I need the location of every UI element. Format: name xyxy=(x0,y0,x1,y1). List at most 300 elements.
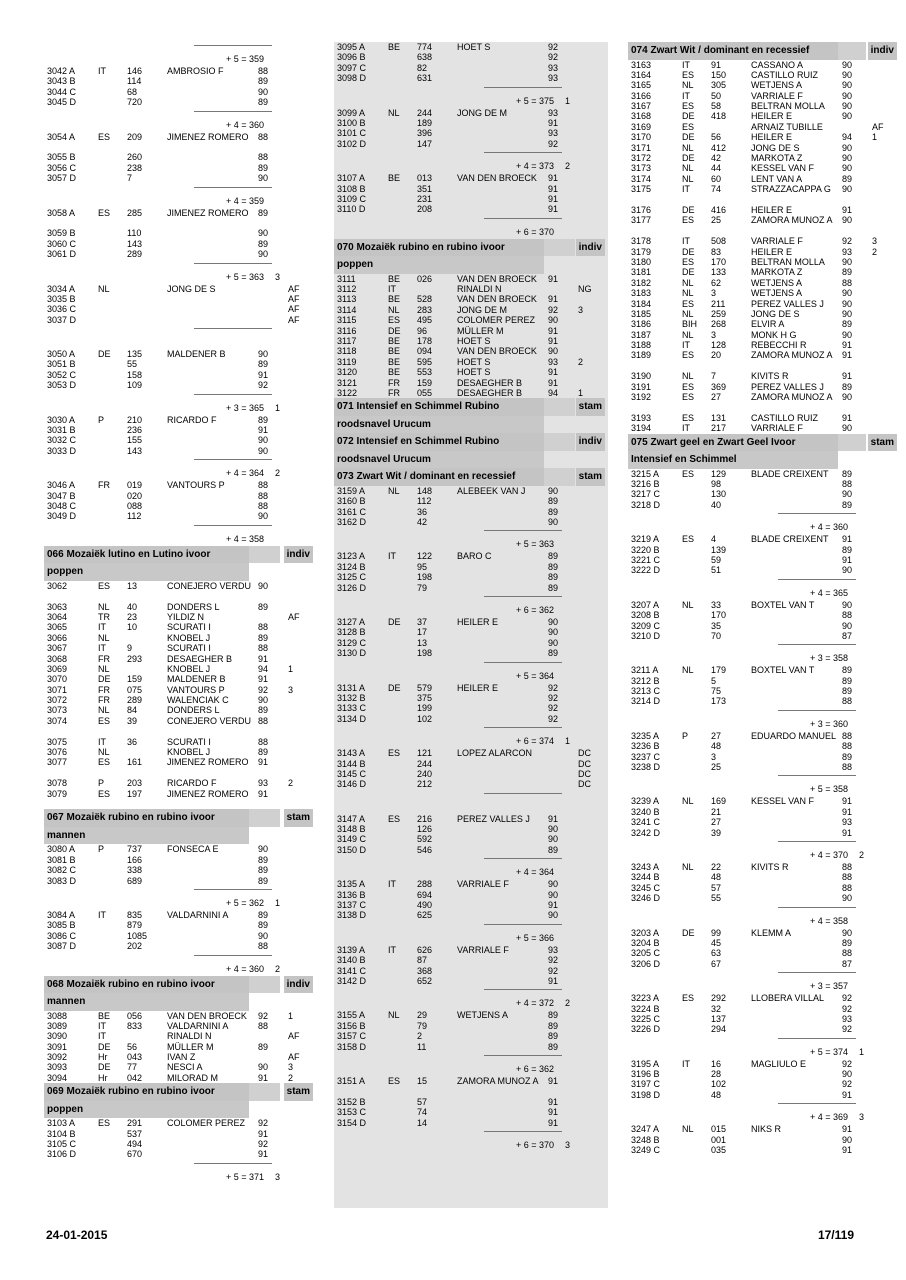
entry-row xyxy=(628,993,900,1003)
entry-name: KNOBEL J xyxy=(167,663,211,674)
entry-number: 3052 C xyxy=(47,369,77,380)
team-total-value: + 4 = 360 xyxy=(810,522,849,533)
entry-row xyxy=(44,1052,316,1062)
entry-number: 3056 C xyxy=(47,162,77,173)
entry-row xyxy=(334,879,608,889)
entry-number: 3111 xyxy=(337,273,356,284)
team-total-value: + 4 = 358 xyxy=(226,533,265,544)
entry-number: 3031 B xyxy=(47,425,76,436)
team-total xyxy=(334,659,608,683)
entry-row xyxy=(628,817,900,827)
entry-number: 3047 B xyxy=(47,490,76,501)
entry-row xyxy=(628,257,900,267)
entry-score: 90 xyxy=(842,288,853,299)
entry-name: MALDENER B xyxy=(167,349,226,360)
entry-score: 89 xyxy=(842,381,853,392)
entry-name: VARRIALE F xyxy=(751,423,803,434)
entry-ring: 835 xyxy=(127,909,143,920)
entry-row xyxy=(44,66,316,76)
entry-row xyxy=(44,249,316,259)
entry-number: 3094 xyxy=(47,1072,68,1083)
entry-number: 3146 D xyxy=(337,779,367,790)
section-type: indiv xyxy=(868,42,897,60)
total-divider xyxy=(194,111,272,112)
entry-number: 3066 xyxy=(47,632,68,643)
entry-name: RICARDO F xyxy=(167,778,217,789)
entry-row xyxy=(628,948,900,958)
entry-score: 91 xyxy=(548,325,559,336)
team-total-value: + 5 = 358 xyxy=(810,784,849,795)
entry-number: 3083 D xyxy=(47,875,77,886)
entry-country: ES xyxy=(682,392,695,403)
team-placing: 2 xyxy=(859,850,865,860)
entry-row xyxy=(44,173,316,183)
team-total-value: + 4 = 370 xyxy=(810,850,849,860)
section-subtitle-text: Intensief en Schimmel xyxy=(628,451,838,469)
entry-row xyxy=(628,872,900,882)
entry-name: MÜLLER M xyxy=(457,325,504,336)
entry-country: IT xyxy=(682,423,690,434)
section-subtitle xyxy=(44,1101,316,1119)
entry-ring: 148 xyxy=(417,485,433,496)
entry-row xyxy=(628,1014,900,1024)
entry-score: 90 xyxy=(548,889,559,900)
entry-note: DC xyxy=(578,768,591,779)
entry-ring: 57 xyxy=(417,1096,428,1107)
entry-number: 3181 xyxy=(631,267,652,278)
entry-country: ES xyxy=(682,350,695,361)
entry-number: 3055 B xyxy=(47,152,76,163)
entry-country: Hr xyxy=(98,1052,108,1063)
entry-score: 89 xyxy=(842,686,853,697)
entry-score: 92 xyxy=(548,965,559,976)
entry-number: 3051 B xyxy=(47,359,76,370)
entry-number: 3222 D xyxy=(631,565,661,576)
entry-score: 89 xyxy=(258,359,269,370)
entry-number: 3048 C xyxy=(47,500,77,511)
entry-name: PEREZ VALLES J xyxy=(751,381,824,392)
total-divider xyxy=(778,710,856,711)
entry-row xyxy=(334,507,608,517)
entry-score: 92 xyxy=(548,682,559,693)
team-total xyxy=(628,707,900,731)
entry-ring: 689 xyxy=(127,875,143,886)
team-total-value: + 6 = 374 xyxy=(516,736,555,747)
entry-number: 3129 C xyxy=(337,637,367,648)
entry-row xyxy=(628,1079,900,1089)
entry-ring: 3 xyxy=(711,288,717,299)
entry-number: 3170 xyxy=(631,132,652,143)
entry-number: 3248 B xyxy=(631,1134,660,1145)
entry-row xyxy=(44,855,316,865)
entry-country: NL xyxy=(388,304,400,315)
entry-ring: 50 xyxy=(711,90,722,101)
entry-name: VAN DEN BROECK xyxy=(457,173,537,184)
entry-ring: 79 xyxy=(417,582,428,593)
entry-score: 89 xyxy=(258,97,269,108)
entry-ring: 546 xyxy=(417,844,433,855)
entry-country: BE xyxy=(388,336,401,347)
entry-score: 91 xyxy=(842,534,853,545)
team-total-value: + 5 = 371 xyxy=(226,1171,265,1182)
entry-row xyxy=(44,491,316,501)
entry-row xyxy=(628,1069,900,1079)
entry-score: 90 xyxy=(842,298,853,309)
section-subtitle xyxy=(334,416,608,434)
entry-ring: 579 xyxy=(417,682,433,693)
entry-row xyxy=(334,486,608,496)
entry-ring: 32 xyxy=(711,1003,722,1014)
entry-number: 3138 D xyxy=(337,910,367,921)
entry-number: 3177 xyxy=(631,215,652,226)
entry-row xyxy=(334,63,608,73)
entry-score: 90 xyxy=(842,69,853,80)
entry-row xyxy=(44,789,316,810)
entry-row xyxy=(334,378,608,388)
entry-ring: 126 xyxy=(417,824,433,835)
entry-ring: 088 xyxy=(127,500,143,511)
entry-ring: 29 xyxy=(417,1010,428,1021)
entry-number: 3216 B xyxy=(631,479,660,490)
entry-name: ZAMORA MUNOZ A xyxy=(751,392,833,403)
entry-score: 89 xyxy=(258,865,269,876)
entry-row xyxy=(628,479,900,489)
entry-number: 3089 xyxy=(47,1020,68,1031)
total-divider xyxy=(484,152,562,153)
entry-score: 88 xyxy=(258,736,269,747)
entry-row xyxy=(628,731,900,741)
entry-country: NL xyxy=(682,277,694,288)
entry-ring: 528 xyxy=(417,294,433,305)
total-divider xyxy=(484,530,562,531)
entry-number: 3050 A xyxy=(47,349,76,360)
entry-name: HEILER E xyxy=(457,617,499,627)
entry-ring: 369 xyxy=(711,381,727,392)
entry-score: 90 xyxy=(258,445,269,456)
entry-row xyxy=(44,685,316,695)
entry-country: IT xyxy=(682,184,690,195)
entry-name: PEREZ VALLES J xyxy=(457,813,530,824)
entry-number: 3217 C xyxy=(631,489,661,500)
entry-row xyxy=(334,714,608,724)
entry-row xyxy=(334,194,608,204)
team-total xyxy=(334,921,608,945)
entry-name: ZAMORA MUNOZ A xyxy=(457,1075,539,1086)
entry-row xyxy=(628,534,900,544)
entry-ring: 98 xyxy=(711,479,722,490)
section-header-fill xyxy=(544,433,575,451)
entry-number: 3084 A xyxy=(47,909,76,920)
entry-score: 94 xyxy=(548,387,559,398)
entry-row xyxy=(628,392,900,413)
entry-score: 89 xyxy=(548,1020,559,1031)
entry-score: 91 xyxy=(842,371,853,382)
entry-ring: 289 xyxy=(127,695,143,706)
entry-score: 92 xyxy=(842,1003,853,1014)
entry-row xyxy=(628,752,900,762)
entry-score: 90 xyxy=(258,580,269,591)
total-divider xyxy=(484,1055,562,1056)
entry-number: 3214 D xyxy=(631,696,661,707)
entry-ring: 508 xyxy=(711,236,727,247)
section-title: 068 Mozaiëk rubino en rubino ivoor xyxy=(44,976,249,994)
entry-number: 3112 xyxy=(337,284,357,295)
team-total-value: + 4 = 360 xyxy=(226,119,265,130)
entry-ring: 626 xyxy=(417,944,433,955)
entry-note: DC xyxy=(578,758,591,769)
entry-row xyxy=(334,118,608,128)
entry-row xyxy=(628,184,900,205)
section-subtitle-text: mannen xyxy=(44,993,249,1011)
entry-ring: 3 xyxy=(711,329,717,340)
entry-score: 89 xyxy=(258,705,269,716)
entry-score: 90 xyxy=(842,893,853,904)
entry-score: 89 xyxy=(842,937,853,948)
entry-ring: 146 xyxy=(127,66,143,76)
entry-score: 91 xyxy=(548,294,559,305)
entry-note: AF xyxy=(288,293,300,304)
total-divider xyxy=(484,218,562,219)
entry-country: Hr xyxy=(98,1072,108,1083)
entry-score: 90 xyxy=(548,617,559,627)
entry-ring: 150 xyxy=(711,69,727,80)
entry-country: NL xyxy=(98,663,110,674)
entry-score: 89 xyxy=(842,267,853,278)
entry-score: 91 xyxy=(842,554,853,565)
entry-ring: 198 xyxy=(417,572,433,583)
entry-number: 3145 C xyxy=(337,768,367,779)
section-subtitle-text: roodsnavel Urucum xyxy=(334,416,544,434)
section-header-fill xyxy=(838,42,866,60)
entry-ring: 36 xyxy=(127,736,138,747)
entry-row xyxy=(628,163,900,173)
entry-score: 88 xyxy=(258,643,269,654)
entry-name: ZAMORA MUNOZ A xyxy=(751,350,833,361)
entry-row xyxy=(334,703,608,713)
team-total-value: + 3 = 357 xyxy=(810,981,849,992)
entry-number: 3154 D xyxy=(337,1117,367,1128)
entry-country: DE xyxy=(682,204,695,215)
entry-country: DE xyxy=(682,246,695,257)
entry-country: BE xyxy=(98,1010,111,1021)
entry-name: HOET S xyxy=(457,356,491,367)
entry-number: 3143 A xyxy=(337,748,366,759)
entry-country: DE xyxy=(682,267,695,278)
entry-number: 3161 C xyxy=(337,506,367,517)
team-total xyxy=(44,391,316,415)
entry-number: 3238 D xyxy=(631,762,661,773)
entry-country: IT xyxy=(98,622,106,633)
entry-row xyxy=(44,446,316,456)
entry-name: MÜLLER M xyxy=(167,1041,214,1052)
entry-number: 3180 xyxy=(631,256,652,267)
entry-name: HEILER E xyxy=(457,682,499,693)
team-total xyxy=(628,576,900,600)
entry-ring: 139 xyxy=(711,544,727,555)
section-subtitle-text: poppen xyxy=(44,1101,249,1119)
entry-name: RINALDI N xyxy=(457,284,502,295)
entry-number: 3122 xyxy=(337,387,358,398)
team-total xyxy=(628,1100,900,1124)
total-divider xyxy=(778,1038,856,1039)
entry-country: DE xyxy=(682,132,695,143)
entry-score: 88 xyxy=(842,610,853,621)
entry-row xyxy=(628,741,900,751)
entry-number: 3080 A xyxy=(47,844,76,855)
entry-name: RICARDO F xyxy=(167,414,217,425)
entry-name: MARKOTA Z xyxy=(751,153,803,164)
entry-name: LLOBERA VILLAL xyxy=(751,993,825,1004)
entry-row xyxy=(628,267,900,277)
entry-ring: 99 xyxy=(711,927,722,938)
entry-country: ES xyxy=(682,215,695,226)
entry-score: 91 xyxy=(842,806,853,817)
entry-row xyxy=(628,1135,900,1145)
entry-country: IT xyxy=(388,879,396,890)
entry-ring: 13 xyxy=(127,580,138,591)
entry-country: ES xyxy=(682,101,695,112)
entry-row xyxy=(334,748,608,758)
entry-number: 3106 D xyxy=(47,1149,77,1160)
entry-row xyxy=(628,828,900,838)
entry-number: 3235 A xyxy=(631,730,660,741)
total-divider xyxy=(778,513,856,514)
entry-ring: 75 xyxy=(711,686,722,697)
entry-ring: 169 xyxy=(711,796,727,807)
entry-row xyxy=(44,97,316,107)
entry-number: 3212 B xyxy=(631,675,660,686)
entry-row xyxy=(334,108,608,118)
entry-number: 3224 B xyxy=(631,1003,660,1014)
entry-ring: 36 xyxy=(417,506,428,517)
entry-number: 3213 C xyxy=(631,686,661,697)
section-subtitle xyxy=(334,256,608,274)
entry-row xyxy=(628,883,900,893)
entry-row xyxy=(628,862,900,872)
entry-name: FONSECA E xyxy=(167,844,219,855)
entry-name: HEILER E xyxy=(751,246,793,257)
entry-row xyxy=(628,796,900,806)
total-divider xyxy=(484,793,562,794)
entry-row xyxy=(628,371,900,381)
entry-row xyxy=(334,976,608,986)
entry-score: 92 xyxy=(842,236,853,247)
entry-ring: 112 xyxy=(417,496,432,507)
entry-note: 2 xyxy=(288,778,294,789)
entry-ring: 56 xyxy=(127,1041,138,1052)
section-title: 074 Zwart Wit / dominant en recessief xyxy=(628,42,838,60)
entry-score: 91 xyxy=(842,827,853,838)
entry-ring: 48 xyxy=(711,1089,722,1100)
entry-score: 90 xyxy=(842,101,853,112)
team-total xyxy=(334,84,608,108)
entry-name: DESAEGHER B xyxy=(457,377,523,388)
entry-score: 93 xyxy=(548,356,559,367)
section-title: 066 Mozaiëk lutino en Lutino ivoor xyxy=(44,546,249,564)
team-placing: 1 xyxy=(565,95,571,106)
entry-ring: 490 xyxy=(417,900,433,911)
entry-country: DE xyxy=(682,153,695,164)
entry-row xyxy=(44,705,316,715)
entry-name: BARO C xyxy=(457,551,492,562)
entry-number: 3116 xyxy=(337,325,357,336)
entry-number: 3167 xyxy=(631,101,652,112)
team-total-value: + 5 = 375 xyxy=(516,95,555,106)
entry-number: 3158 D xyxy=(337,1041,367,1052)
entry-ring: 170 xyxy=(711,610,727,621)
entry-number: 3244 B xyxy=(631,872,660,883)
entry-number: 3175 xyxy=(631,184,652,195)
entry-country: IT xyxy=(682,236,690,247)
entry-ring: 631 xyxy=(417,73,433,84)
section-type: stam xyxy=(284,809,313,827)
entry-row xyxy=(334,336,608,346)
entry-note: AF xyxy=(288,611,300,622)
section-subtitle xyxy=(628,451,900,469)
entry-score: 91 xyxy=(842,204,853,215)
entry-number: 3245 C xyxy=(631,882,661,893)
entry-number: 3157 C xyxy=(337,1031,367,1042)
entry-ring: 291 xyxy=(127,1118,143,1129)
entry-number: 3176 xyxy=(631,204,652,215)
entry-country: ES xyxy=(388,315,401,326)
entry-note: DC xyxy=(578,779,591,790)
entry-note: AF xyxy=(288,283,300,294)
entry-name: ZAMORA MUNOZ A xyxy=(751,215,833,226)
entry-ring: 173 xyxy=(711,696,727,707)
entry-name: LENT VAN A xyxy=(751,173,803,184)
entry-score: 92 xyxy=(842,1058,853,1069)
entry-ring: 25 xyxy=(711,215,722,226)
total-divider xyxy=(194,889,272,890)
entry-score: 90 xyxy=(842,59,853,70)
entry-ring: 3 xyxy=(711,751,717,762)
team-placing: 2 xyxy=(565,161,571,172)
section-type: indiv xyxy=(284,546,313,564)
entry-row xyxy=(334,1076,608,1097)
entry-row xyxy=(334,955,608,965)
entry-score: 91 xyxy=(548,183,559,194)
entry-number: 3064 xyxy=(47,611,68,622)
team-total-value: + 4 = 364 xyxy=(516,867,555,878)
entry-ring: 109 xyxy=(127,380,143,391)
section-header xyxy=(44,1083,316,1101)
entry-ring: 63 xyxy=(711,948,722,959)
page-number: 17/119 xyxy=(817,1228,854,1242)
entry-score: 89 xyxy=(258,601,269,612)
entry-country: NL xyxy=(682,599,694,610)
team-placing: 1 xyxy=(275,897,281,908)
entry-country: NL xyxy=(98,705,110,716)
entry-score: 90 xyxy=(258,86,269,97)
total-divider xyxy=(484,87,562,88)
entry-row xyxy=(334,638,608,648)
entry-country: NL xyxy=(682,163,694,174)
entry-ring: 13 xyxy=(417,637,428,648)
team-total-value: + 4 = 358 xyxy=(810,915,849,926)
entry-number: 3077 xyxy=(47,757,68,768)
entry-number: 3103 A xyxy=(47,1118,76,1129)
entry-row xyxy=(334,845,608,855)
entry-score: 92 xyxy=(548,703,559,714)
entry-row xyxy=(334,173,608,183)
entry-name: HOET S xyxy=(457,336,491,347)
entry-ring: 537 xyxy=(127,1128,143,1139)
entry-row xyxy=(44,633,316,643)
entry-ring: 638 xyxy=(417,52,433,63)
entry-number: 3095 A xyxy=(337,42,366,52)
entry-score: 91 xyxy=(548,1117,559,1128)
